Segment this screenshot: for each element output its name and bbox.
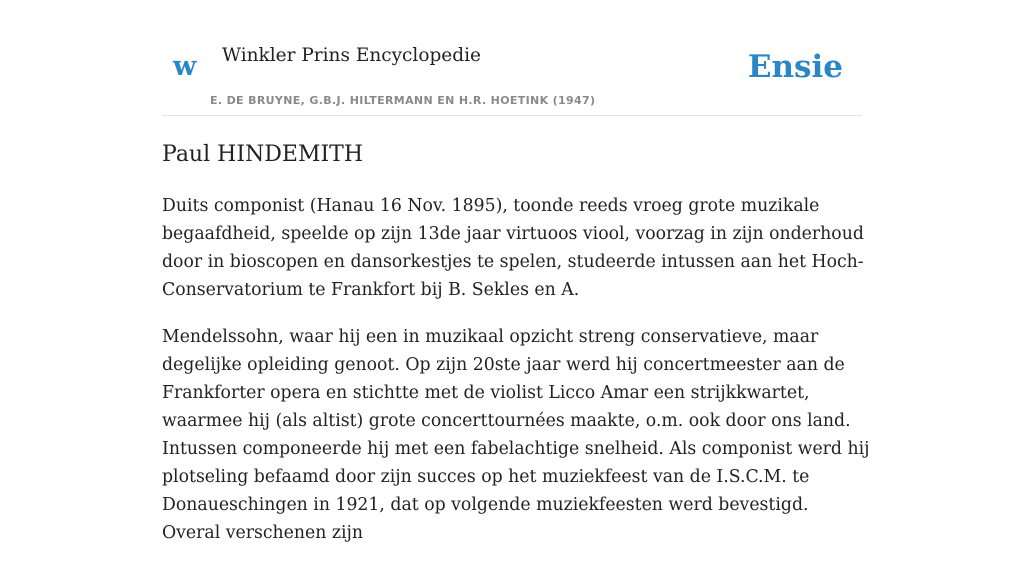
entry-body <box>162 192 872 566</box>
site-header <box>162 36 862 116</box>
entry-paragraph-2: Mendelssohn, waar hij een in muzikaal opzicht streng conservatieve, maar degelijke opleiding genoot. Op zijn 20ste jaar werd hij concertmeester aan de Frankforter opera en stichtte met de violist Licco Amar een strijkkwartet, waarmee hij (als altist) grote concerttournées maakte, o.m. ook door ons land. Intussen componeerde hij met een fabelachtige snelheid. Als componist werd hij plotseling befaamd door zijn succes op het muziekfeest van de I.S.C.M. te Donaueschingen in 1921, dat op volgende muziekfeesten werd bevestigd. Overal verschenen zijn <box>162 327 870 543</box>
site-authors: E. DE BRUYNE, G.B.J. HILTERMANN EN H.R. HOETINK (1947) <box>210 94 596 107</box>
entry-title: Paul HINDEMITH <box>162 142 364 167</box>
winkler-prins-logo-icon[interactable]: w <box>173 51 197 82</box>
site-title[interactable]: Winkler Prins Encyclopedie <box>222 45 481 66</box>
ensie-logo[interactable]: Ensie <box>747 49 843 85</box>
entry-paragraph-1: Duits componist (Hanau 16 Nov. 1895), toonde reeds vroeg grote muzikale begaafdheid, speelde op zijn 13de jaar virtuoos viool, voorzag in zijn onderhoud door in bioscopen en dansorkestjes te spelen, studeerde intussen aan het Hoch-Conservatorium te Frankfort bij B. Sekles en A. <box>162 196 864 300</box>
